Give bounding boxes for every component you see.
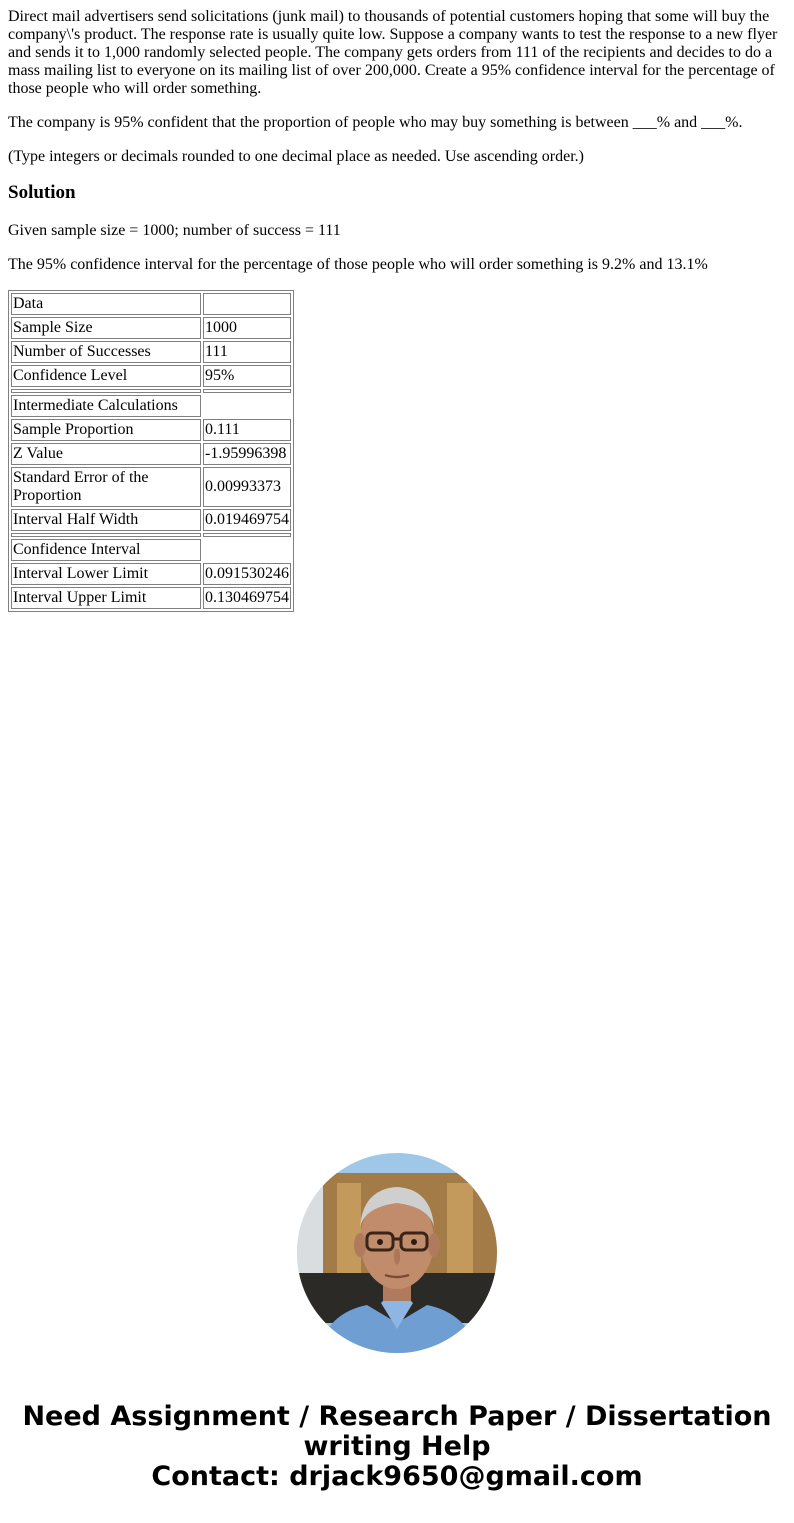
author-portrait-image bbox=[297, 1153, 497, 1353]
document-content bbox=[8, 8, 786, 612]
table-cell-value: 0.111 bbox=[203, 419, 291, 441]
author-avatar bbox=[297, 1153, 497, 1353]
table-cell-label: Z Value bbox=[11, 443, 201, 465]
table-row bbox=[11, 509, 291, 531]
banner-line: writing Help bbox=[303, 1431, 491, 1462]
table-cell-value: 111 bbox=[203, 341, 291, 363]
calculation-table bbox=[8, 290, 294, 612]
table-row bbox=[11, 341, 291, 363]
table-row bbox=[11, 293, 291, 315]
table-cell-label: Interval Upper Limit bbox=[11, 587, 201, 609]
table-cell-label: Number of Successes bbox=[11, 341, 201, 363]
table-cell-label: Data bbox=[11, 293, 201, 315]
table-cell-value: -1.95996398 bbox=[203, 443, 291, 465]
table-cell-label: Interval Half Width bbox=[11, 509, 201, 531]
table-separator bbox=[11, 389, 291, 393]
table-row bbox=[11, 563, 291, 585]
table-row bbox=[11, 395, 291, 417]
table-cell-label: Sample Size bbox=[11, 317, 201, 339]
solution-given: Given sample size = 1000; number of success = 111 bbox=[8, 222, 341, 239]
table-cell-value: 95% bbox=[203, 365, 291, 387]
table-cell-value: 0.019469754 bbox=[203, 509, 291, 531]
table-row bbox=[11, 467, 291, 507]
table-cell-value: 0.091530246 bbox=[203, 563, 291, 585]
table-cell-value: 0.130469754 bbox=[203, 587, 291, 609]
table-row bbox=[11, 443, 291, 465]
table-row bbox=[11, 587, 291, 609]
table-section-heading: Intermediate Calculations bbox=[11, 395, 201, 417]
table-cell-label: Interval Lower Limit bbox=[11, 563, 201, 585]
promo-banner bbox=[0, 1402, 794, 1492]
table-row bbox=[11, 317, 291, 339]
solution-answer: The 95% confidence interval for the percentage of those people who will order something is 9.2% and 13.1% bbox=[8, 256, 708, 273]
solution-heading: Solution bbox=[8, 182, 76, 203]
banner-line: Need Assignment / Research Paper / Dissertation bbox=[22, 1401, 772, 1432]
banner-contact: Contact: drjack9650@gmail.com bbox=[151, 1461, 643, 1492]
question-paragraph: Direct mail advertisers send solicitations (junk mail) to thousands of potential customers hoping that some will buy the company\'s product. The response rate is usually quite low. Suppose a company wants to test the response to a new flyer and sends it to 1,000 randomly selected people. The company gets orders from 111 of the recipients and decides to do a mass mailing list to everyone on its mailing list of over 200,000. Create a 95% confidence interval for the percentage of those people who will order something. bbox=[8, 8, 778, 97]
table-cell-value: 1000 bbox=[203, 317, 291, 339]
table-cell-value bbox=[203, 293, 291, 315]
table-cell-value: 0.00993373 bbox=[203, 467, 291, 507]
question-prompt: The company is 95% confident that the proportion of people who may buy something is between ___% and ___%. bbox=[8, 114, 743, 131]
table-separator bbox=[11, 533, 291, 537]
question-instruction: (Type integers or decimals rounded to one decimal place as needed. Use ascending order.) bbox=[8, 148, 584, 165]
table-cell-label: Sample Proportion bbox=[11, 419, 201, 441]
table-row bbox=[11, 419, 291, 441]
table-row bbox=[11, 365, 291, 387]
table-cell-label: Confidence Level bbox=[11, 365, 201, 387]
table-section-heading: Confidence Interval bbox=[11, 539, 201, 561]
table-row bbox=[11, 539, 291, 561]
table-cell-label: Standard Error of the Proportion bbox=[11, 467, 201, 507]
